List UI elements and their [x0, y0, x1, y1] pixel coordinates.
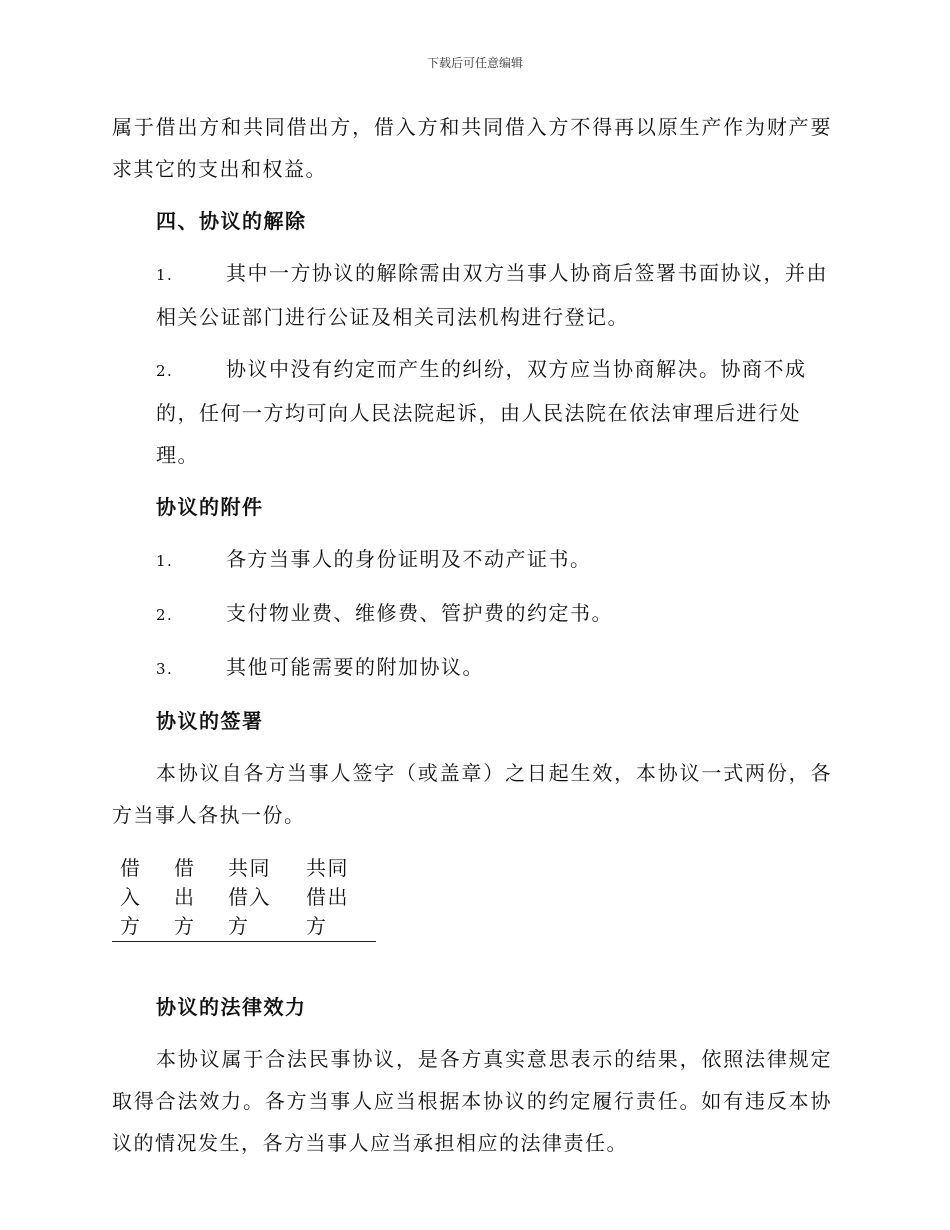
page-header: 下载后可任意编辑	[426, 56, 523, 70]
section-heading-legal-effect: 协议的法律效力	[156, 995, 307, 1019]
item-number: 2.	[156, 606, 174, 624]
item-text: 其中一方协议的解除需由双方当事人协商后签署书面协议，并由相关公证部门进行公证及相关司法机构进行登记。	[156, 261, 828, 329]
termination-item-1	[112, 252, 832, 338]
item-number: 1.	[156, 266, 174, 284]
item-text: 各方当事人的身份证明及不动产证书。	[226, 547, 592, 571]
attachment-item-2	[112, 592, 832, 636]
signature-party-co-lender: 共同 借出 方	[306, 856, 349, 938]
termination-item-2	[112, 348, 832, 476]
item-text: 支付物业费、维修费、管护费的约定书。	[226, 601, 613, 625]
section-heading-termination: 四、协议的解除	[156, 209, 307, 233]
attachment-item-3	[112, 646, 832, 690]
item-number: 1.	[156, 552, 174, 570]
item-number: 3.	[156, 660, 174, 678]
signature-party-co-borrower: 共同 借入 方	[228, 856, 271, 938]
section-heading-signing: 协议的签署	[156, 709, 264, 733]
section-heading-attachments: 协议的附件	[156, 495, 264, 519]
item-text: 其他可能需要的附加协议。	[226, 655, 484, 679]
attachment-item-1	[112, 538, 832, 582]
document-body	[112, 106, 832, 1164]
signature-block	[112, 854, 376, 942]
intro-paragraph: 属于借出方和共同借出方，借入方和共同借入方不得再以原生产作为财产要求其它的支出和权益。	[112, 115, 832, 181]
signature-party-borrower: 借 入 方	[120, 856, 142, 938]
signing-paragraph: 本协议自各方当事人签字（或盖章）之日起生效，本协议一式两份，各方当事人各执一份。	[112, 761, 832, 827]
item-number: 2.	[156, 362, 174, 380]
legal-effect-paragraph: 本协议属于合法民事协议，是各方真实意思表示的结果，依照法律规定取得合法效力。各方当事人应当根据本协议的约定履行责任。如有违反本协议的情况发生，各方当事人应当承担相应的法律责任。	[112, 1047, 832, 1155]
signature-party-lender: 借 出 方	[174, 856, 196, 938]
item-text: 协议中没有约定而产生的纠纷，双方应当协商解决。协商不成的，任何一方均可向人民法院起诉，由人民法院在依法审理后进行处理。	[156, 357, 807, 467]
